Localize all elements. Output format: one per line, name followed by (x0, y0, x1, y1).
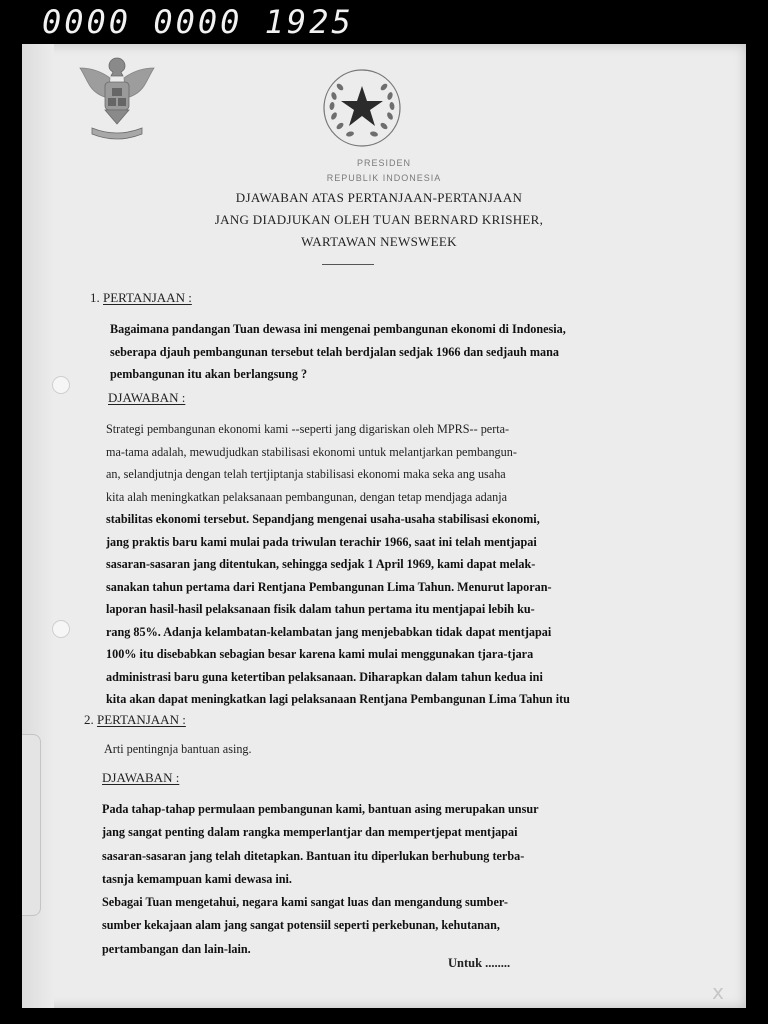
question-2-number: 2. (84, 712, 94, 727)
answer-1-label: DJAWABAN : (108, 390, 186, 405)
answer-2-label: DJAWABAN : (102, 770, 180, 785)
question-1-heading (90, 290, 192, 306)
answer-1-line: ma-tama adalah, mewudjudkan stabilisasi ekonomi untuk melantjarkan pembangun- (106, 444, 517, 459)
answer-1-line: rang 85%. Adanja kelambatan-kelambatan jang menjebabkan tidak dapat mentjapai (106, 624, 552, 639)
answer-2-heading (102, 770, 179, 786)
answer-1-line: kita akan dapat meningkatkan lagi pelaksanaan Rentjana Pembangunan Lima Tahun itu (106, 692, 570, 706)
answer-1-line: kita alah meningkatkan pelaksanaan pembangunan, dengan tetap mendjaga adanja (106, 489, 508, 504)
answer-1-line: Strategi pembangunan ekonomi kami --seperti jang digariskan oleh MPRS-- perta- (106, 422, 510, 436)
question-2-label: PERTANJAAN : (97, 712, 186, 727)
binder-tab (22, 734, 41, 916)
question-2-heading (84, 712, 186, 728)
presidential-seal-icon (320, 66, 404, 150)
punch-hole-top (52, 376, 70, 394)
answer-1-line: sanakan tahun pertama dari Rentjana Pembangunan Lima Tahun. Menurut laporan- (106, 579, 552, 594)
answer-1-line: laporan hasil-hasil pelaksanaan fisik dalam tahun pertama itu mentjapai lebih ku- (106, 602, 535, 616)
answer-2-line: jang sangat penting dalam rangka memperlantjar dan mempertjepat mentjapai (102, 825, 518, 840)
answer-1-line: sasaran-sasaran jang ditentukan, sehingga sedjak 1 April 1969, kami dapat melak- (106, 557, 536, 571)
garuda-emblem-icon (72, 52, 162, 144)
answer-1-line: jang praktis baru kami mulai pada triwulan terachir 1966, saat ini telah mentjapai (106, 534, 537, 549)
answer-1-line: 100% itu disebabkan sebagian besar karena kami mulai menggunakan tjara-tjara (106, 647, 534, 661)
punch-hole-middle (52, 620, 70, 638)
question-2-line: Arti pentingnja bantuan asing. (104, 742, 252, 756)
answer-2-line: sumber kekajaan alam jang sangat potensiil seperti perkebunan, kehutanan, (102, 918, 500, 933)
document-page (22, 44, 746, 1008)
answer-2-text (102, 798, 712, 961)
answer-1-line: an, selandjutnja dengan telah tertjiptanja stabilisasi ekonomi maka seka ang usaha (106, 467, 506, 481)
title-divider (322, 264, 374, 265)
question-1-line: Bagaimana pandangan Tuan dewasa ini mengenai pembangunan ekonomi di Indonesia, (110, 322, 566, 336)
document-title-line-3: WARTAWAN NEWSWEEK (301, 234, 457, 249)
answer-2-line: Sebagai Tuan mengetahui, negara kami sangat luas dan mengandung sumber- (102, 895, 508, 910)
answer-1-line: administrasi baru guna ketertiban pelaksanaan. Diharapkan dalam tahun kedua ini (106, 669, 543, 684)
answer-1-text (106, 418, 712, 711)
question-1-label: PERTANJAAN : (103, 290, 192, 305)
answer-2-line: sasaran-sasaran jang telah ditetapkan. Bantuan itu diperlukan berhubung terba- (102, 848, 525, 863)
document-title-line-2: JANG DIADJUKAN OLEH TUAN BERNARD KRISHER, (214, 212, 544, 227)
question-1-line: seberapa djauh pembangunan tersebut telah berdjalan sedjak 1966 dan sedjauh mana (110, 344, 559, 359)
question-1-line: pembangunan itu akan berlangsung ? (110, 367, 308, 382)
answer-1-line: stabilitas ekonomi tersebut. Sepandjang mengenai usaha-usaha stabilisasi ekonomi, (106, 512, 540, 526)
question-1-text (110, 318, 710, 386)
answer-2-line: pertambangan dan lain-lain. (102, 941, 251, 956)
letterhead-republik: REPUBLIK INDONESIA (326, 173, 442, 183)
answer-1-heading (108, 390, 185, 406)
document-title-line-1: DJAWABAN ATAS PERTANJAAN-PERTANJAAN (235, 190, 523, 205)
question-2-text (104, 738, 704, 761)
letterhead-presiden: PRESIDEN (356, 158, 411, 168)
corner-mark: x (712, 980, 724, 1004)
answer-2-line: Pada tahap-tahap permulaan pembangunan kami, bantuan asing merupakan unsur (102, 802, 539, 816)
film-frame-number: 0000 0000 1925 (42, 3, 354, 41)
continuation-note: Untuk ........ (448, 956, 511, 970)
answer-2-line: tasnja kemampuan kami dewasa ini. (102, 871, 292, 886)
question-1-number: 1. (90, 290, 100, 305)
